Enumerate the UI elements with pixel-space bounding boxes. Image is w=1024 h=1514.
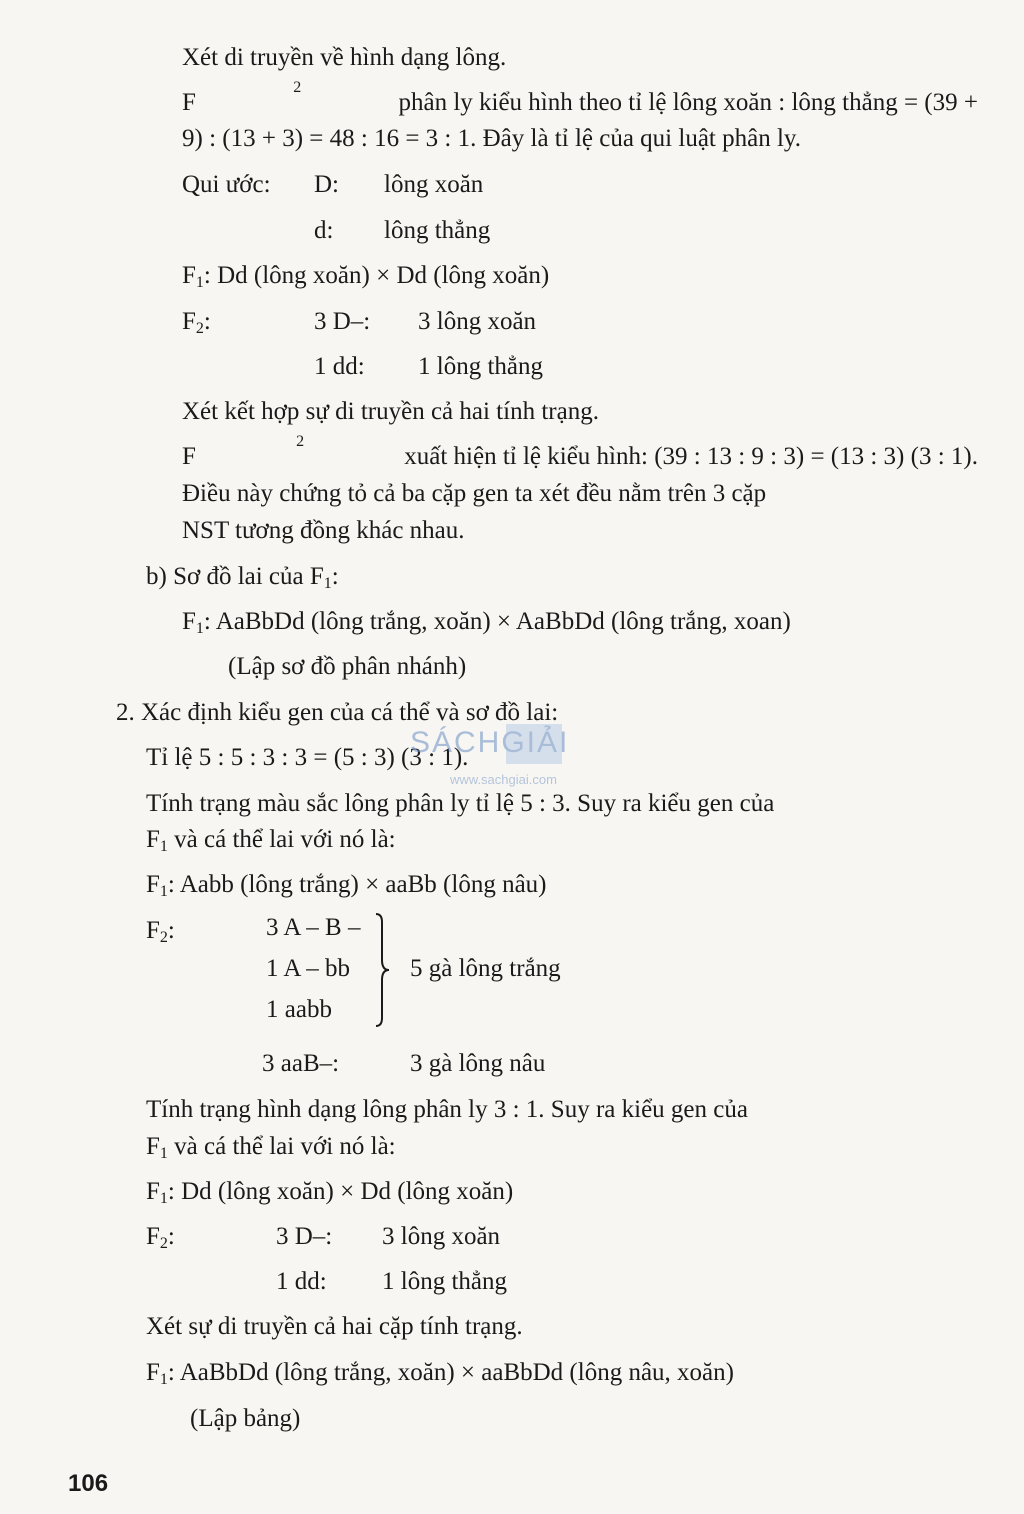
question-heading: 2. Xác định kiểu gen của cá thể và sơ đồ lai: bbox=[116, 699, 559, 726]
convention-value: lông thẳng bbox=[384, 217, 491, 244]
text-line: Xét di truyền về hình dạng lông. bbox=[182, 44, 507, 71]
cross-parents: $F_1$: AaBbDd (lông trắng, xoăn) × aaBbDd (lông nâu, xoăn) bbox=[146, 1359, 734, 1388]
text-line: Tính trạng màu sắc lông phân ly tỉ lệ 5 : 3. Suy ra kiểu gen của bbox=[146, 790, 775, 817]
genotype: 3 A – B – bbox=[266, 914, 361, 941]
convention-value: lông xoăn bbox=[384, 171, 484, 198]
f2-label: $F_2$: bbox=[146, 917, 175, 946]
text-line: Xét sự di truyền cả hai cặp tính trạng. bbox=[146, 1313, 523, 1340]
text-line: F 2 phân ly kiểu hình theo tỉ lệ lông xoăn : lông thẳng = (39 + bbox=[182, 79, 978, 116]
section-heading: b) Sơ đồ lai của $F_1$: bbox=[146, 563, 339, 592]
text-line: Tính trạng hình dạng lông phân ly 3 : 1. Suy ra kiểu gen của bbox=[146, 1096, 748, 1123]
genotype: 1 A – bb bbox=[266, 955, 351, 982]
genotype: 1 dd: bbox=[276, 1268, 327, 1295]
phenotype: 5 gà lông trắng bbox=[410, 955, 561, 982]
text-line: Tỉ lệ 5 : 5 : 3 : 3 = (5 : 3) (3 : 1). bbox=[146, 744, 469, 771]
phenotype: 1 lông thẳng bbox=[382, 1268, 507, 1295]
text-line: F 2 xuất hiện tỉ lệ kiểu hình: (39 : 13 : 9 : 3) = (13 : 3) (3 : 1). bbox=[182, 433, 978, 470]
genotype: 3 D–: bbox=[276, 1223, 333, 1250]
cross-parents: $F_1$: Dd (lông xoăn) × Dd (lông xoăn) bbox=[146, 1178, 514, 1207]
note: (Lập sơ đồ phân nhánh) bbox=[228, 653, 467, 680]
convention-key: d: bbox=[314, 217, 334, 244]
genotype: 1 dd: bbox=[314, 353, 365, 380]
text-line: $F_1$ và cá thể lai với nó là: bbox=[146, 826, 396, 855]
phenotype: 3 lông xoăn bbox=[418, 308, 537, 335]
convention-label: Qui ước: bbox=[182, 171, 271, 198]
watermark-url: www.sachgiai.com bbox=[450, 772, 557, 787]
genotype: 1 aabb bbox=[266, 996, 332, 1023]
text-line: 9) : (13 + 3) = 48 : 16 = 3 : 1. Đây là tỉ lệ của qui luật phân ly. bbox=[182, 125, 802, 152]
genotype: 3 D–: bbox=[314, 308, 371, 335]
watermark bbox=[410, 722, 620, 802]
note: (Lập bảng) bbox=[190, 1405, 301, 1432]
watermark-brand: SÁCHGIẢI bbox=[410, 726, 570, 759]
genotype: 3 aaB–: bbox=[262, 1050, 340, 1077]
cross-parents: $F_1$: Aabb (lông trắng) × aaBb (lông nâu) bbox=[146, 871, 547, 900]
brace-icon bbox=[374, 912, 390, 1028]
f2-label: $F_2$: bbox=[146, 1223, 175, 1252]
cross-parents: $F_1$: Dd (lông xoăn) × Dd (lông xoăn) bbox=[182, 262, 550, 291]
text-line: Điều này chứng tỏ cả ba cặp gen ta xét đều nằm trên 3 cặp bbox=[182, 480, 767, 507]
f2-label: $F_2$: bbox=[182, 308, 211, 337]
phenotype: 3 gà lông nâu bbox=[410, 1050, 546, 1077]
phenotype: 3 lông xoăn bbox=[382, 1223, 501, 1250]
text-line: NST tương đồng khác nhau. bbox=[182, 517, 465, 544]
page-number: 106 bbox=[68, 1470, 109, 1497]
cross-parents: $F_1$: AaBbDd (lông trắng, xoăn) × AaBbDd (lông trắng, xoan) bbox=[182, 608, 791, 637]
convention-key: D: bbox=[314, 171, 339, 198]
text-line: Xét kết hợp sự di truyền cả hai tính trạng. bbox=[182, 398, 599, 425]
phenotype: 1 lông thẳng bbox=[418, 353, 543, 380]
text-line: $F_1$ và cá thể lai với nó là: bbox=[146, 1133, 396, 1162]
